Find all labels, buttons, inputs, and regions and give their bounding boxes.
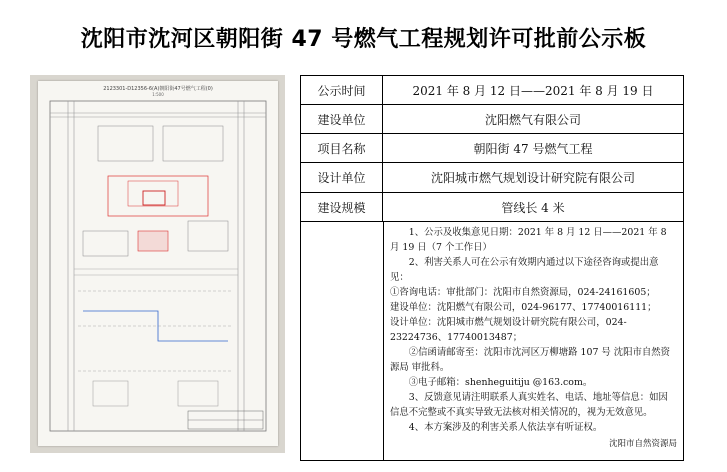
notice-line: 4、本方案涉及的利害关系人依法享有听证权。	[408, 422, 603, 433]
row-value-designer: 沈阳城市燃气规划设计研究院有限公司	[430, 171, 635, 185]
table-row	[301, 105, 683, 134]
row-label-designer: 设计单位	[301, 163, 383, 192]
row-value-time: 2021 年 8 月 12 日——2021 年 8 月 19 日	[412, 83, 654, 98]
table-row	[301, 134, 683, 163]
notice-line: 建设单位：沈阳燃气有限公司，024-96177、17740016111；	[390, 302, 657, 313]
table-row	[301, 76, 683, 105]
notice-line: 2、利害关系人可在公示有效期内通过以下途径咨询或提出意见：	[390, 257, 659, 283]
notice-line: ③电子邮箱：shenheguitiju @163.com。	[408, 377, 593, 388]
notice-line: 1、公示及收集意见日期：2021 年 8 月 12 日——2021 年 8 月 19 日（7 个工作日）	[390, 227, 667, 253]
notice-line: ②信函请邮寄至：沈阳市沈河区万柳塘路 107 号 沈阳市自然资源局 审批科。	[390, 347, 671, 373]
table-row	[301, 163, 683, 193]
notice-signature: 沈阳市自然资源局	[608, 439, 677, 449]
page-title: 沈阳市沈河区朝阳街 47 号燃气工程规划许可批前公示板	[80, 27, 647, 52]
row-value-scale: 管线长 4 米	[501, 200, 565, 215]
row-label-scale: 建设规模	[301, 193, 383, 221]
row-label-time: 公示时间	[301, 76, 383, 104]
plan-sheet-title: 2123301-D12356-6(A)朝阳街47号燃气工程(0)	[103, 86, 213, 92]
notice-line: 3、反馈意见请注明联系人真实姓名、电话、地址等信息：如因信息不完整或不真实导致无法核对相关情况的，视为无效意见。	[390, 392, 668, 418]
row-label-builder: 建设单位	[301, 105, 383, 133]
notice-line: ①咨询电话：审批部门：沈阳市自然资源局，024-24161605；	[390, 287, 656, 298]
notice-text	[383, 222, 683, 460]
row-value-project: 朝阳街 47 号燃气工程	[473, 141, 593, 156]
info-table	[300, 75, 684, 461]
plan-sheet-scale: 1:500	[152, 92, 164, 97]
row-value-builder: 沈阳燃气有限公司	[484, 112, 581, 127]
notice-line: 设计单位：沈阳城市燃气规划设计研究院有限公司，024-23224736、17740013487；	[390, 317, 627, 343]
table-row	[301, 193, 683, 222]
row-label-project: 项目名称	[301, 134, 383, 162]
plan-drawing	[38, 81, 278, 446]
plan-sheet	[38, 81, 278, 446]
plan-photo	[30, 75, 285, 453]
